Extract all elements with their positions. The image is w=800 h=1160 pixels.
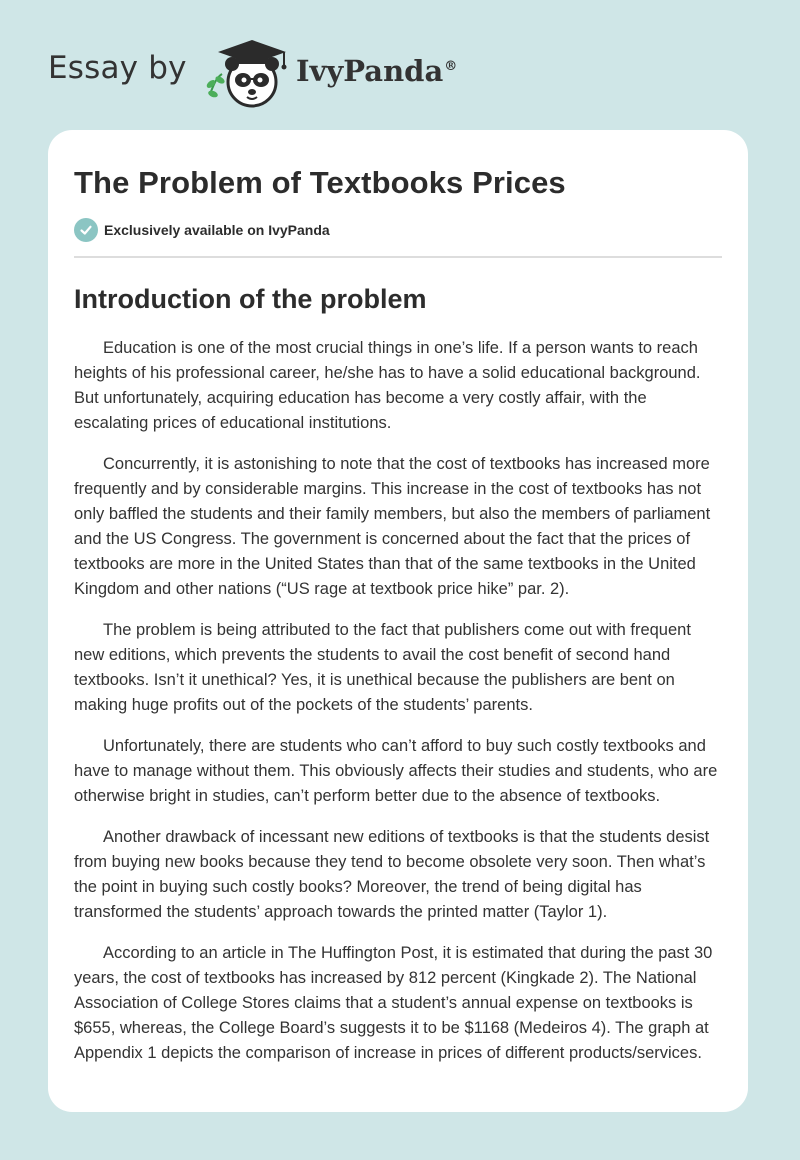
paragraph: The problem is being attributed to the fact that publishers come out with frequent new editions, which prevents the students to avail the cost benefit of second hand textbooks. Isn’t it unethical? Yes, it is unethical because the publishers are bent on making huge profits out of the pockets of the students’ parents. (74, 621, 691, 714)
paragraph: According to an article in The Huffington Post, it is estimated that during the past 30 years, the cost of textbooks has increased by 812 percent (Kingkade 2). The National Association of College Stores claims that a student’s annual expense on textbooks is $655, whereas, the College Board’s suggests it to be $1168 (Medeiros 4). The graph at Appendix 1 depicts the comparison of increase in prices of different products/services. (74, 944, 713, 1062)
article-body (74, 336, 722, 1066)
panda-graduation-cap-logo-icon[interactable] (200, 34, 292, 110)
brand-name[interactable] (296, 54, 457, 88)
exclusive-badge (74, 218, 722, 242)
brand-prefix: Essay by (48, 50, 187, 86)
section-heading: Introduction of the problem (74, 284, 427, 314)
exclusive-badge-label: Exclusively available on IvyPanda (104, 222, 330, 238)
page-title: The Problem of Textbooks Prices (74, 165, 566, 200)
divider (74, 256, 722, 258)
paragraph: Education is one of the most crucial things in one’s life. If a person wants to reach heights of his professional career, he/she has to have a solid educational background. But unfortunately, acquiring education has become a very costly affair, with the escalating prices of educational institutions. (74, 339, 701, 432)
brand-name-text: IvyPanda (296, 54, 444, 88)
paragraph: Unfortunately, there are students who can’t afford to buy such costly textbooks and have to manage without them. This obviously affects their studies and students, who are otherwise bright in studies, can’t perform better due to the absence of textbooks. (74, 737, 718, 805)
paragraph: Another drawback of incessant new editions of textbooks is that the students desist from buying new books because they tend to become obsolete very soon. Then what’s the point in buying such costly books? Moreover, the trend of being digital has transformed the students’ approach towards the printed matter (Taylor 1). (74, 828, 710, 921)
paragraph: Concurrently, it is astonishing to note that the cost of textbooks has increased more frequently and by considerable margins. This increase in the cost of textbooks has not only baffled the students and their family members, but also the members of parliament and the US Congress. The government is concerned about the fact that the prices of textbooks are more in the United States than that of the same textbooks in the United Kingdom and other nations (“US rage at textbook price hike” par. 2). (74, 455, 711, 598)
site-header (0, 0, 800, 120)
registered-mark: ® (444, 59, 458, 75)
check-circle-icon (74, 218, 98, 242)
essay-card (48, 130, 748, 1112)
